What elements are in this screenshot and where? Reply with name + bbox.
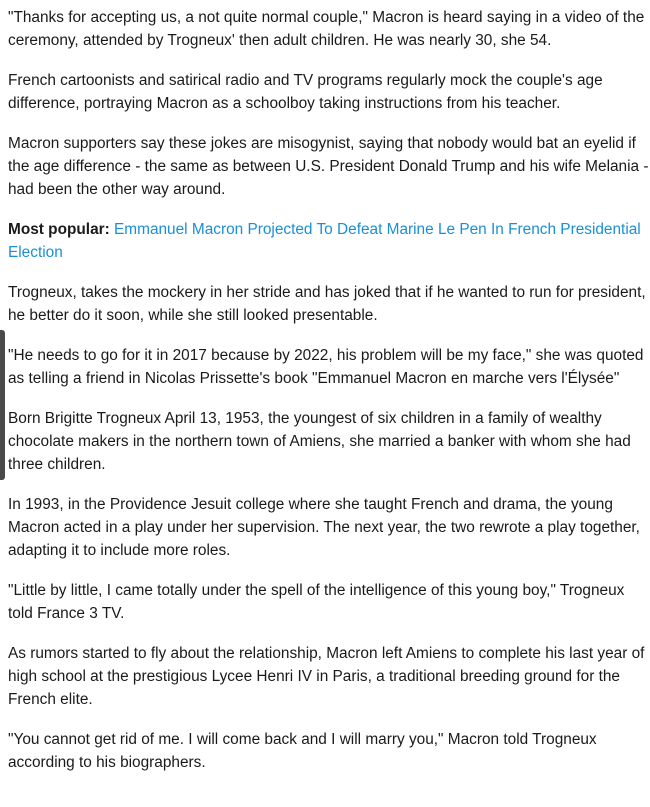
article-paragraph: As rumors started to fly about the relationship, Macron left Amiens to complete his last year of high school at the prestigious Lycee Henri IV in Paris, a traditional breeding ground for the French elite. bbox=[8, 645, 645, 708]
article-paragraph: "Little by little, I came totally under the spell of the intelligence of this young boy," Trogneux told France 3 TV. bbox=[8, 582, 625, 622]
article-paragraph: French cartoonists and satirical radio and TV programs regularly mock the couple's age difference, portraying Macron as a schoolboy taking instructions from his teacher. bbox=[8, 72, 603, 112]
most-popular-label: Most popular: bbox=[8, 221, 110, 238]
article-paragraph: Macron supporters say these jokes are misogynist, saying that nobody would bat an eyelid if the age difference - the same as between U.S. President Donald Trump and his wife Melania - had been the other way around. bbox=[8, 135, 649, 198]
article-paragraph: "You cannot get rid of me. I will come back and I will marry you," Macron told Trogneux according to his biographers. bbox=[8, 731, 597, 771]
article-paragraph: Trogneux, takes the mockery in her stride and has joked that if he wanted to run for president, he better do it soon, while she still looked presentable. bbox=[8, 284, 646, 324]
most-popular-block bbox=[8, 218, 650, 264]
article-body bbox=[8, 6, 650, 791]
article-paragraph: Born Brigitte Trogneux April 13, 1953, the youngest of six children in a family of wealthy chocolate makers in the northern town of Amiens, she married a banker with whom she had three children. bbox=[8, 410, 631, 473]
article-paragraph: "He needs to go for it in 2017 because by 2022, his problem will be my face," she was quoted as telling a friend in Nicolas Prissette's book "Emmanuel Macron en marche vers l'Élysée" bbox=[8, 347, 644, 387]
most-popular-link[interactable]: Emmanuel Macron Projected To Defeat Marine Le Pen In French Presidential Election bbox=[8, 221, 641, 261]
article-paragraph: "Thanks for accepting us, a not quite normal couple," Macron is heard saying in a video of the ceremony, attended by Trogneux' then adult children. He was nearly 30, she 54. bbox=[8, 9, 645, 49]
article-paragraph: In 1993, in the Providence Jesuit college where she taught French and drama, the young Macron acted in a play under her supervision. The next year, the two rewrote a play together, adapting it to include more roles. bbox=[8, 496, 640, 559]
scroll-indicator[interactable] bbox=[0, 330, 5, 480]
